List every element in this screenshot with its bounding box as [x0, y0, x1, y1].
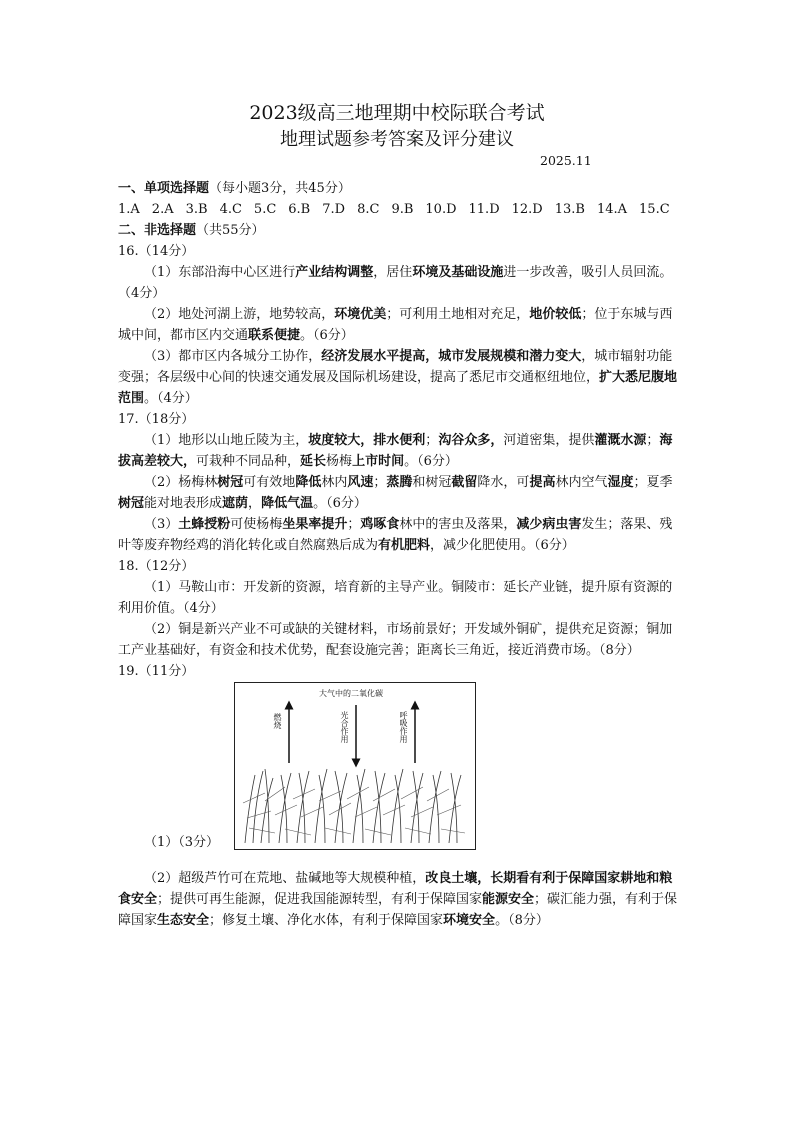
answer-text: ； — [373, 475, 387, 490]
answer-item: 13.B — [554, 202, 585, 217]
reed-leaves-illustration — [243, 787, 465, 835]
answer-text: 。（6分） — [313, 496, 367, 511]
answer-item: 3.B — [185, 202, 208, 217]
carbon-cycle-diagram — [234, 682, 476, 850]
answer-text: 河道密集，提供 — [503, 433, 595, 448]
q16-part1 — [118, 262, 678, 304]
answer-text: （2）杨梅林 — [144, 475, 218, 490]
answer-item: 6.B — [288, 202, 311, 217]
key-point: 遮荫 — [222, 496, 249, 511]
answer-text: ；位于东城与西城中间，都市区内交通 — [118, 307, 673, 343]
answer-text: ，城市辐射功能变强；各层级中心间的快速交通发展及国际机场建设，提高了悉尼市交通枢纽地位， — [118, 349, 673, 385]
answer-text: ；提供可再生能源，促进我国能源转型，有利于保障国家 — [157, 892, 483, 907]
answer-item: 8.C — [357, 202, 380, 217]
q16-label: 16.（14分） — [118, 244, 195, 259]
answer-text: 。（6分） — [300, 328, 354, 343]
answer-text: （2）超级芦竹可在荒地、盐碱地等大规模种植， — [144, 871, 426, 886]
answer-text: 林内空气 — [555, 475, 608, 490]
key-point: 坡度较大，排水便利 — [308, 433, 426, 448]
exam-date: 2025.11 — [540, 153, 592, 168]
q17-label: 17.（18分） — [118, 412, 195, 427]
key-point: 土蜂授粉 — [178, 517, 231, 532]
key-point: 改良土壤，长期看有利于保障国家耕地和粮食安全 — [118, 871, 673, 907]
answer-text: ； — [646, 433, 660, 448]
respiration-label: 呼吸作用 — [399, 711, 408, 743]
q19-diagram-row — [118, 682, 678, 868]
key-point: 沟谷众多， — [438, 433, 504, 448]
answer-item: 15.C — [639, 202, 670, 217]
answer-item: 10.D — [425, 202, 457, 217]
key-point: 树冠 — [217, 475, 244, 490]
answer-text: ，减少化肥使用。（6分） — [430, 538, 575, 553]
answer-text: （3）都市区内各城分工协作， — [144, 349, 322, 364]
answer-text: 。（8分） — [495, 913, 549, 928]
answer-text: 林内 — [321, 475, 348, 490]
answer-text: ， — [248, 496, 262, 511]
answer-item: 9.B — [391, 202, 414, 217]
key-point: 能源安全 — [482, 892, 535, 907]
key-point: 生态安全 — [157, 913, 210, 928]
section1-heading: 一、单项选择题（每小题3分，共45分） — [118, 181, 351, 196]
key-point: 海拔高差较大， — [118, 433, 673, 469]
answer-text: 可栽种不同品种， — [196, 454, 301, 469]
q19-part2 — [118, 868, 678, 931]
answer-text: ，居住 — [373, 265, 413, 280]
key-point: 环境安全 — [443, 913, 496, 928]
key-point: 降低 — [295, 475, 322, 490]
q17-part1 — [118, 430, 678, 472]
atmosphere-co2-label: 大气中的二氧化碳 — [319, 689, 383, 698]
answer-item: 4.C — [219, 202, 242, 217]
answer-text: （1）地形以山地丘陵为主， — [144, 433, 309, 448]
key-point: 产业结构调整 — [295, 265, 374, 280]
answer-text: ；可利用土地相对充足， — [386, 307, 530, 322]
reed-plants-illustration — [245, 769, 461, 843]
key-point: 坐果率提升 — [282, 517, 348, 532]
key-point: 灌溉水源 — [594, 433, 647, 448]
answer-text: ；夏季 — [633, 475, 673, 490]
q19-label: 19.（11分） — [118, 664, 195, 679]
key-point: 有机肥料 — [378, 538, 431, 553]
key-point: 风速 — [347, 475, 374, 490]
answer-text: 可有效地 — [243, 475, 296, 490]
answer-text: （2）地处河湖上游，地势较高， — [144, 307, 335, 322]
key-point: 鸡啄食 — [360, 517, 400, 532]
answer-text: 发生；落果、残叶等废弃物经鸡的消化转化或自然腐熟后成为 — [118, 517, 673, 553]
answer-item: 2.A — [151, 202, 174, 217]
answer-text: ； — [425, 433, 439, 448]
answer-item: 12.D — [511, 202, 543, 217]
answer-item: 11.D — [468, 202, 500, 217]
answer-text: 降水，可 — [477, 475, 530, 490]
answer-item: 5.C — [253, 202, 277, 217]
key-point: 湿度 — [607, 475, 634, 490]
answer-content — [118, 178, 678, 931]
answer-text: （1）东部沿海中心区进行 — [144, 265, 296, 280]
answer-text: 林中的害虫及落果， — [399, 517, 517, 532]
key-point: 树冠 — [118, 496, 145, 511]
key-point: 联系便捷 — [248, 328, 301, 343]
answer-text: （3） — [144, 517, 179, 532]
answer-item: 1.A — [118, 202, 140, 217]
answer-text: ；修复土壤、净化水体，有利于保障国家 — [209, 913, 444, 928]
key-point: 提高 — [529, 475, 556, 490]
key-point: 扩大悉尼腹地范围 — [118, 370, 678, 406]
key-point: 减少病虫害 — [516, 517, 582, 532]
section2-heading: 二、非选择题（共55分） — [118, 223, 265, 238]
q17-part3 — [118, 514, 678, 556]
key-point: 降低气温 — [261, 496, 314, 511]
q17-part2 — [118, 472, 678, 514]
answer-text: ；碳汇能力强，有利于保障国家 — [118, 892, 678, 928]
answer-text: ； — [347, 517, 361, 532]
q16-part2 — [118, 304, 678, 346]
answer-text: 。（6分） — [404, 454, 458, 469]
exam-title: 2023级高三地理期中校际联合考试 — [249, 102, 545, 124]
key-point: 上市时间 — [352, 454, 405, 469]
key-point: 蒸腾 — [386, 475, 413, 490]
key-point: 环境优美 — [334, 307, 387, 322]
answer-text: 可使杨梅 — [230, 517, 283, 532]
q19-part1-label: （1）（3分） — [144, 835, 220, 850]
answer-text: 和树冠 — [412, 475, 452, 490]
answer-item: 7.D — [322, 202, 346, 217]
key-point: 经济发展水平提高，城市发展规模和潜力变大 — [321, 349, 582, 364]
answer-text: 杨梅 — [326, 454, 353, 469]
answer-text: 进一步改善，吸引人员回流。（4分） — [118, 265, 673, 301]
q18-part2: （2）铜是新兴产业不可或缺的关键材料，市场前景好；开发域外铜矿，提供充足资源；铜加工产业基础好，有资金和技术优势，配套设施完善；距离长三角近，接近消费市场。（8分） — [118, 622, 673, 658]
photosynthesis-label: 光合作用 — [340, 711, 349, 743]
exam-subtitle: 地理试题参考答案及评分建议 — [280, 129, 514, 150]
carbon-cycle-figure — [235, 683, 475, 849]
q18-part1: （1）马鞍山市：开发新的资源，培育新的主导产业。铜陵市：延长产业链，提升原有资源的利用价值。（4分） — [118, 580, 673, 616]
key-point: 截留 — [451, 475, 478, 490]
q18-label: 18.（12分） — [118, 559, 195, 574]
answer-item: 14.A — [596, 202, 628, 217]
answer-text: 能对地表形成 — [144, 496, 223, 511]
q16-part3 — [118, 346, 678, 409]
key-point: 环境及基础设施 — [412, 265, 504, 280]
answer-text: 。（4分） — [144, 391, 198, 406]
choice-answers — [118, 199, 678, 220]
key-point: 地价较低 — [529, 307, 582, 322]
combustion-label: 燃烧 — [273, 713, 282, 729]
key-point: 延长 — [300, 454, 327, 469]
